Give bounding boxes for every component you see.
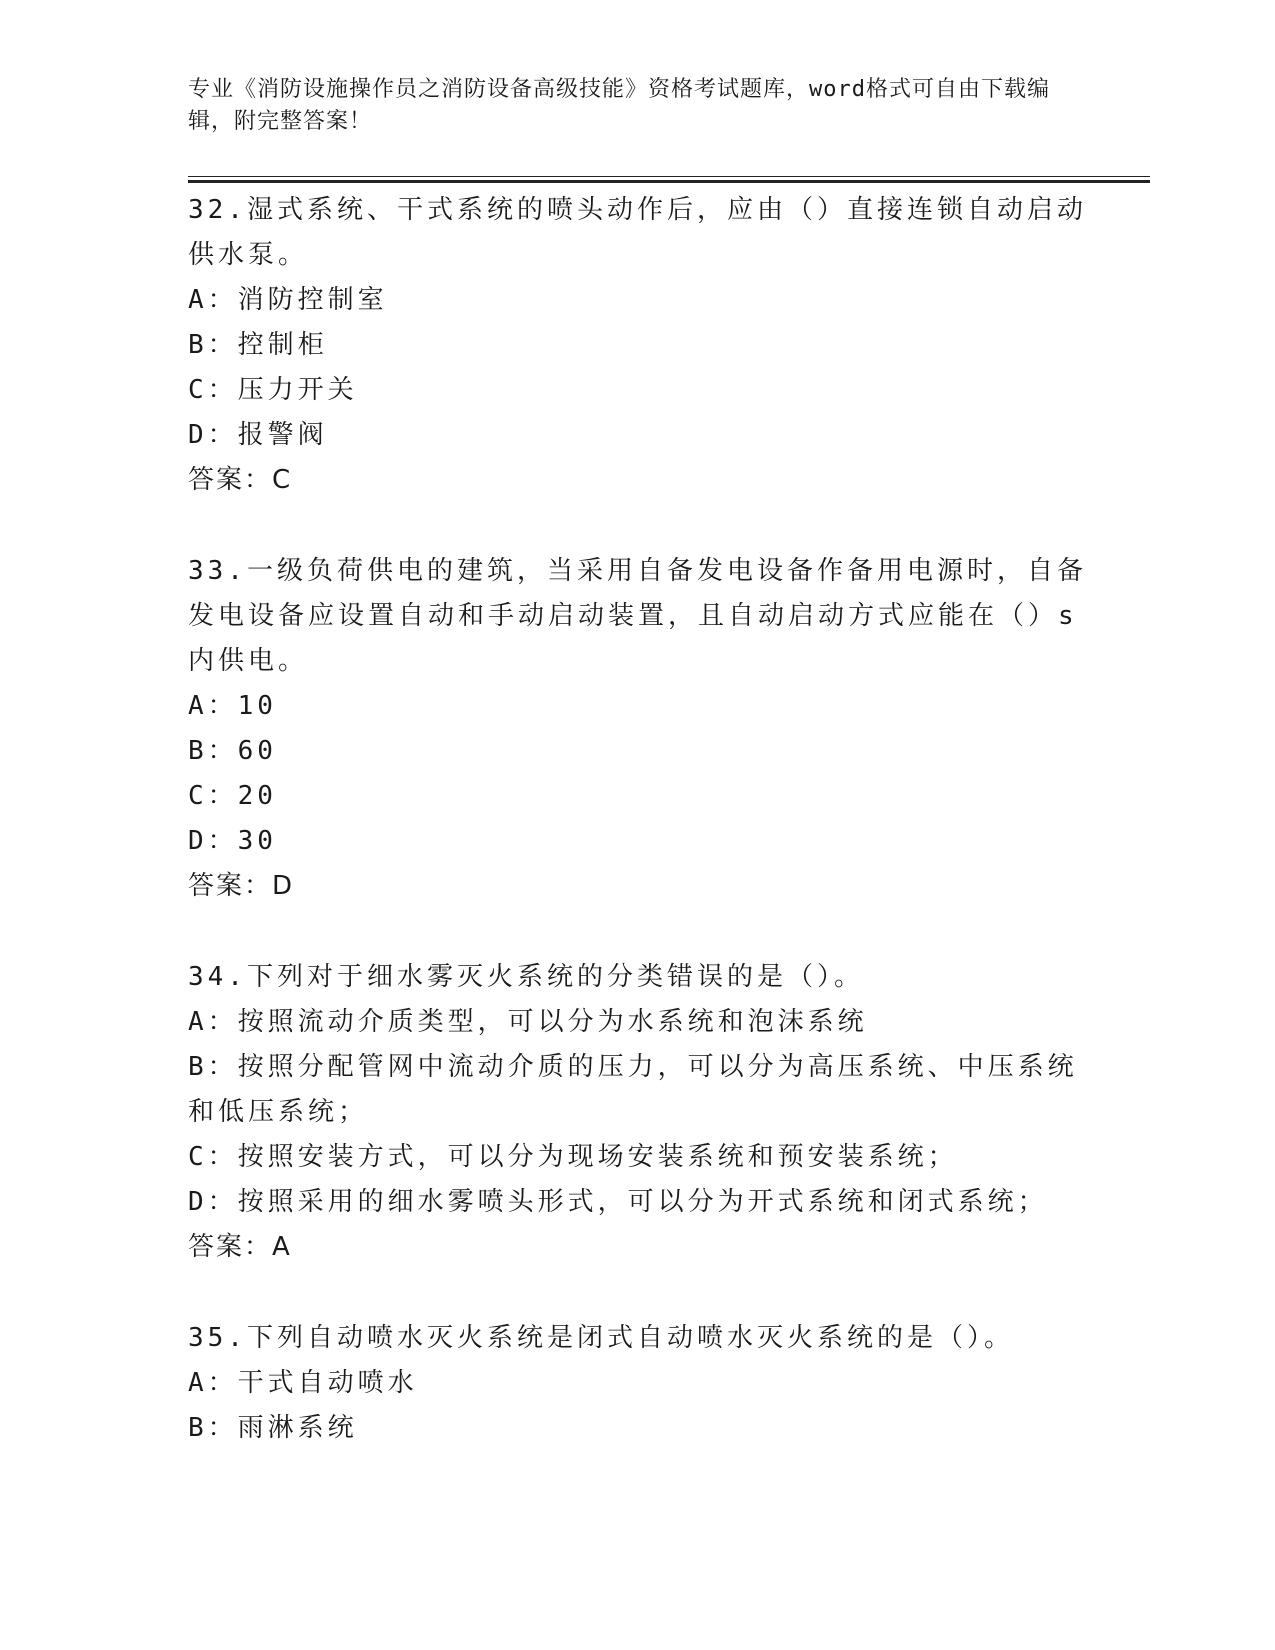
option-a: A：10 (188, 691, 277, 721)
answer-line: 答案：C (188, 465, 293, 495)
option-a: A：消防控制室 (188, 285, 388, 315)
option-b: B：雨淋系统 (188, 1413, 358, 1443)
question-34 (188, 955, 1088, 1270)
option-c: C：按照安装方式，可以分为现场安装系统和预安装系统； (188, 1142, 958, 1172)
question-list (188, 188, 1088, 1497)
option-b: B：60 (188, 736, 277, 766)
document-header: 专业《消防设施操作员之消防设备高级技能》资格考试题库，word格式可自由下载编辑，附完整答案！ (188, 77, 1050, 134)
question-33 (188, 549, 1088, 909)
answer-line: 答案：A (188, 1232, 292, 1262)
question-stem: 34.下列对于细水雾灭火系统的分类错误的是（）。 (188, 962, 864, 992)
header-divider-thin (188, 176, 1150, 177)
option-d: D：30 (188, 826, 277, 856)
option-d: D：按照采用的细水雾喷头形式，可以分为开式系统和闭式系统； (188, 1187, 1048, 1217)
option-a: A：干式自动喷水 (188, 1368, 418, 1398)
option-d: D：报警阀 (188, 420, 328, 450)
option-c: C：20 (188, 781, 277, 811)
option-a: A：按照流动介质类型，可以分为水系统和泡沫系统 (188, 1007, 868, 1037)
header-divider-thick (188, 180, 1150, 183)
option-b: B：控制柜 (188, 330, 328, 360)
question-32 (188, 188, 1088, 503)
question-35 (188, 1316, 1088, 1451)
question-stem: 32.湿式系统、干式系统的喷头动作后，应由（）直接连锁自动启动供水泵。 (188, 195, 1087, 270)
question-stem: 33.一级负荷供电的建筑，当采用自备发电设备作备用电源时，自备发电设备应设置自动和手动启动装置，且自动启动方式应能在（）s内供电。 (188, 556, 1087, 676)
option-c: C：压力开关 (188, 375, 358, 405)
document-page (188, 0, 1148, 1650)
option-b: B：按照分配管网中流动介质的压力，可以分为高压系统、中压系统和低压系统； (188, 1052, 1078, 1127)
answer-line: 答案：D (188, 871, 295, 901)
question-stem: 35.下列自动喷水灭火系统是闭式自动喷水灭火系统的是（）。 (188, 1323, 1014, 1353)
